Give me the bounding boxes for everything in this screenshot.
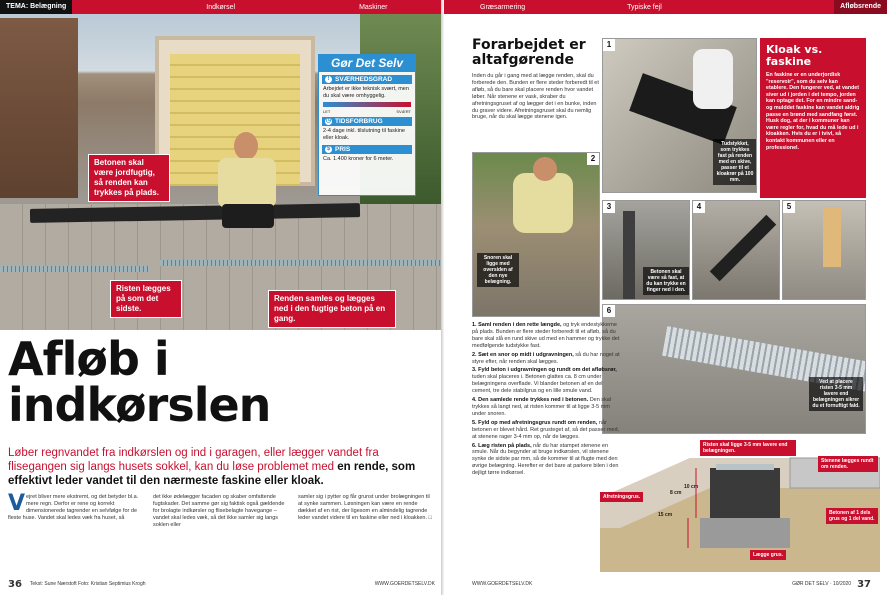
- top-nav-right: [444, 0, 887, 14]
- callout-beton: Betonen skal være jordfugtig, så renden kan trykkes på plads.: [88, 154, 170, 202]
- photo-1: 1 Tudstykket, som trykkes fast på renden med en skive, passer til et kloakrør på 100 mm.: [602, 38, 757, 193]
- callout-renden: Renden samles og lægges ned i den fugtige beton på en gang.: [268, 290, 396, 328]
- difficulty-meter: [323, 102, 411, 107]
- right-intro: Inden du går i gang med at lægge renden, skal du forberede den. Bunden er flere steder forberedt til et afløb, så du bare skal placere renden hvor vandet løber. Når stenene er vask, skraber du afretningsgruset af og lægger det i en bunke, inden du graver videre. Afretningsgruset skal du nemlig bruge, når du skal lægge stenene igen.: [472, 73, 599, 121]
- caption-photo-2: Snoren skal ligge med oversiden af den nye belægning.: [477, 253, 519, 287]
- photo-5: 5: [782, 200, 866, 300]
- footer-left: [0, 573, 443, 595]
- diagram-cap-top: Risten skal ligge 3-5 mm lavere end belægningen.: [700, 440, 796, 456]
- nav-item-typiske-fejl[interactable]: Typiske fejl: [627, 3, 662, 11]
- step-5: 5. Fyld op med afretningsgrus rundt om renden, når betonen er blevet hård. Ret grusteget af, så det passer med, at stenene rager 3-4 mm op, når de lægges.: [472, 419, 620, 440]
- hero-photo: [0, 14, 443, 330]
- step-4: 4. Den samlede rende trykkes ned i betonen. Den skal trykkes så langt ned, at risten kommer til at ligge 3-5 mm under snoren.: [472, 397, 612, 417]
- step-6: 6. Læg risten på plads, når du har stampet stenene en smule. Når du begynder at bruge indkørslen, vil stenene synke de sidste par mm, så de kommer til at flugte med den øvrige belægning. Herefter er det bare at parkere bilen i den dejligt tørre indkørsel.: [472, 442, 619, 477]
- step-1: 1. Saml renden i den rette længde, og tryk endestykkerne på plads. Bunden er flere steder forberedt til et afløb, så du bare skal slå en rund skive ud med en hammer og trykke det medfølgende tudstykke fast.: [472, 322, 620, 349]
- step-2: 2. Sæt en snor op midt i udgravningen, så du har noget at styre efter, når renden skal lægges.: [472, 351, 620, 365]
- caption-photo-3: Betonen skal være så fast, at du kan trykke en finger ned i den.: [643, 267, 689, 295]
- dim-c: 15 cm: [658, 512, 673, 518]
- site-left: WWW.GOERDETSELV.DK: [374, 581, 435, 587]
- clock-icon: ◷: [325, 118, 332, 124]
- time-text: 2-4 dage inkl. tilslutning til faskine eller kloak.: [323, 128, 405, 141]
- article-title: Afløb i indkørslen: [8, 332, 271, 432]
- body-column-3: samler sig i pytter og får grunst under brolægningen til at synke sammen. Løsningen kan være en rende dækket af en rist, der ligesom en almindelig tagrende leder vandet videre til en faskine eller ned i kloakken. □: [298, 494, 432, 522]
- photo-6: 6 Ved at placere risten 3-5 mm lavere end belægningen sikrer du et fornuftigt fald.: [602, 304, 866, 434]
- right-page: [444, 0, 887, 595]
- dim-b: 10 cm: [684, 484, 699, 490]
- photo-3: 3 Betonen skal være så fast, at du kan trykke en finger ned i den.: [602, 200, 690, 300]
- nav-tema[interactable]: TEMA: Belægning: [0, 0, 72, 14]
- body-columns: [8, 491, 435, 529]
- credits: Tekst: Sune Nærstoft Foto: Kristian Septimius Krogh: [29, 581, 146, 587]
- diagram-cap-bottom: Lægge grus.: [750, 550, 786, 560]
- callout-risten: Risten lægges på som det sidste.: [110, 280, 182, 318]
- caption-photo-6: Ved at placere risten 3-5 mm lavere end belægningen sikrer du et fornuftigt fald.: [809, 377, 863, 411]
- house-wall: [0, 18, 78, 198]
- lead-paragraph: Løber regnvandet fra indkørslen og ind i garagen, eller lægger vandet fra flisegangen sig langs husets sokkel, kan du løse problemet med en rende, som effektivt leder vandet til den nærmeste faskine eller kloak.: [8, 447, 416, 487]
- drain-right: [160, 260, 443, 266]
- kloak-vs-faskine-box: [760, 38, 866, 198]
- left-page: [0, 0, 443, 595]
- price-heading: $ PRIS: [322, 145, 412, 154]
- diagram-cap-right2: Betonen af 1 dels grus og 1 del vand.: [826, 508, 878, 524]
- body-column-1: Vejret bliver mere ekstremt, og det betyder bl.a. mere regn. Derfor er rene og korrekt dimensionerede tagrender en selvfølge for de fleste huse. Vandet skal ledes væk fra huset, så: [8, 491, 139, 522]
- diagram-cap-left: Afretningsgrus.: [600, 492, 643, 502]
- drain-left: [0, 266, 150, 272]
- worker: [212, 132, 284, 228]
- nav-item-maskiner[interactable]: Maskiner: [359, 3, 388, 11]
- photo-4: 4: [692, 200, 780, 300]
- dim-a: 8 cm: [670, 490, 682, 496]
- page-number-right: 37: [857, 578, 871, 590]
- body-column-2: det ikke ødelægger facaden og skaber omfattende fugtskader. Det samme gør sig faktisk også gældende for brolagte indkørsler og flisebelagte havegange – vandet skal ledes væk, så det ikke samler sig langs soklen eller: [153, 494, 285, 529]
- diagram-cap-right1: Stenene lægges rundt om renden.: [818, 456, 878, 472]
- caption-photo-1: Tudstykket, som trykkes fast på renden med en skive, passer til et kloakrør på 100 mm.: [713, 139, 757, 185]
- top-nav-left: [0, 0, 443, 14]
- difficulty-text: Arbejdet er ikke teknisk svært, men du skal være omhyggelig.: [323, 86, 409, 99]
- cross-section-diagram: [600, 438, 880, 572]
- time-heading: ◷ TIDSFORBRUG: [322, 117, 412, 126]
- kloak-title: Kloak vs. faskine: [766, 43, 823, 68]
- right-heading: Forarbejdet er altafgørende: [472, 37, 586, 68]
- footer-right: [444, 573, 887, 595]
- kloak-text: En faskine er en underjordisk "reservoir", som du selv kan etablere. Den fungerer ved, at vandet siver ud i jorden i det tempo, jorden kan optage det. For en mindre sand- og mulddet faskine kan vandet aldrig passe en brønd med sandfang først. Husk dog, at der i kommuner kan være regler for, hvad du må lede ud i kloakken. Hvis du er i tvivl, så kontakt kommunen eller en professionel.: [766, 72, 860, 151]
- photo-2: 2 Snoren skal ligge med oversiden af den nye belægning.: [472, 152, 600, 317]
- step-3: 3. Fyld beton i udgravningen og rundt om det afløbsrør, tuden skal placeres i. Betonen glattes ca. 8 cm under belægningens overflade. Vi blander betonen af en del cement, tre dele stabilgrus og en lille smule vand.: [472, 367, 617, 395]
- difficulty-icon: !: [325, 76, 332, 83]
- page-number-left: 36: [8, 578, 22, 590]
- nav-item-indkorsel[interactable]: Indkørsel: [206, 3, 236, 11]
- issue: GØR DET SELV · 10/2020: [792, 581, 852, 587]
- dropcap: V: [8, 491, 26, 516]
- price-icon: $: [326, 146, 331, 152]
- site-right: WWW.GOERDETSELV.DK: [472, 581, 533, 587]
- price-text: Ca. 1.400 kroner for 6 meter.: [323, 156, 394, 162]
- gds-header: Gør Det Selv: [319, 55, 415, 72]
- difficulty-heading: ! SVÆRHEDSGRAD: [322, 75, 412, 84]
- nav-item-aflobsrende[interactable]: Afløbsrende: [834, 0, 887, 14]
- gds-info-box: Gør Det Selv ! SVÆRHEDSGRAD Arbejdet er ikke teknisk svært, men du skal være omhyggelig. LET SVÆRT ◷ TIDSFORBRUG 2-4 dage inkl. tilslutning til faskine eller kloak. $ PRIS Ca. 1.400 kroner for 6 meter.: [318, 54, 416, 196]
- nav-item-graesarmering[interactable]: Græsarmering: [480, 3, 526, 11]
